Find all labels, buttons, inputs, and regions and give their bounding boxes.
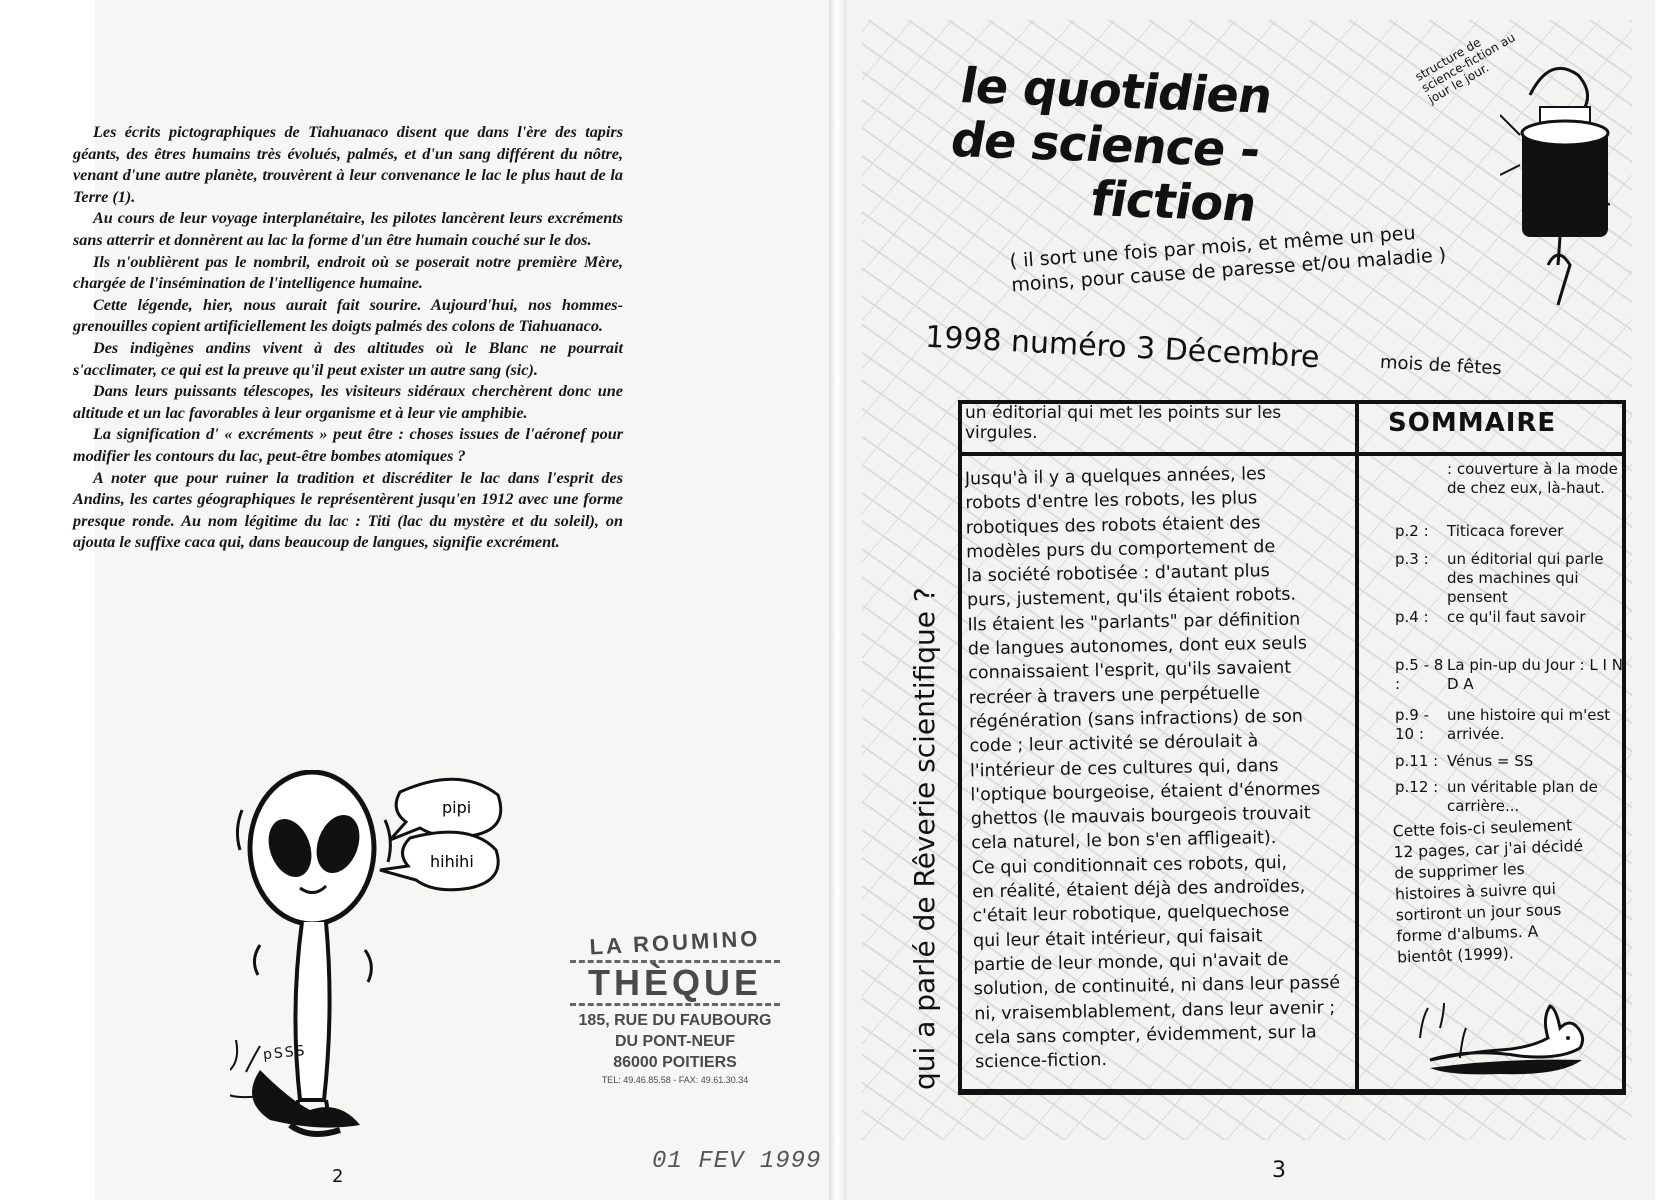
editorial-line: ghettos (le mauvais bourgeois trouvait xyxy=(970,803,1311,830)
page-number-left: 2 xyxy=(332,1166,344,1187)
editorial-line: partie de leur monde, qui n'avait de xyxy=(973,949,1289,976)
title-line: de science - xyxy=(946,111,1265,179)
sommaire-page: p.3 : xyxy=(1395,550,1429,568)
sommaire-item xyxy=(1395,706,1635,744)
issue-subtitle: mois de fêtes xyxy=(1379,351,1503,380)
sommaire-text: Titicaca forever xyxy=(1447,522,1564,540)
sommaire-text: ce qu'il faut savoir xyxy=(1447,608,1586,626)
sommaire-text: Vénus = SS xyxy=(1447,752,1534,770)
page-number-right: 3 xyxy=(1272,1158,1286,1183)
editorial-line: de langues autonomes, dont eux seuls xyxy=(967,633,1308,660)
sommaire-item xyxy=(1395,550,1635,607)
sommaire-item xyxy=(1395,752,1635,771)
editorial-line: purs, justement, qu'ils étaient robots. xyxy=(966,585,1297,611)
editorial-line: régénération (sans infractions) de son xyxy=(969,706,1304,733)
sommaire-text: : couverture à la mode de chez eux, là-haut. xyxy=(1447,460,1618,497)
editorial-line: l'optique bourgeoise, étaient d'énormes xyxy=(970,779,1321,806)
sommaire-page: p.2 : xyxy=(1395,522,1429,540)
subtitle: ( il sort une fois par mois, et même un peu moins, pour cause de paresse et/ou maladie ) xyxy=(1008,222,1447,297)
sommaire-note: Cette fois-ci seulement 12 pages, car j'ai décidé de supprimer les histoires à suivre qui sortiront un jour sous forme d'albums. A bientôt (1999). xyxy=(1392,816,1584,967)
editorial-line: cela naturel, le bon s'en affligeait). xyxy=(971,828,1277,854)
stamp-address-1: 185, RUE DU FAUBOURG xyxy=(578,1012,772,1029)
editorial-text xyxy=(965,461,1361,1075)
bubble-hihihi: hihihi xyxy=(430,852,474,871)
library-stamp xyxy=(560,925,790,1110)
stamp-address-2: DU PONT-NEUF xyxy=(615,1033,735,1050)
editorial-line: ni, vraisemblablement, dans leur avenir ; xyxy=(974,997,1336,1024)
editorial-line: robotiques des robots étaient des xyxy=(965,512,1261,538)
editorial-line: science-fiction. xyxy=(974,1050,1108,1073)
paragraph: Ils n'oublièrent pas le nombril, endroit où se poserait notre première Mère, chargée de l'insémination de l'intelligence humaine. xyxy=(73,252,623,293)
editorial-title: un éditorial qui met les points sur les virgules. xyxy=(965,403,1282,443)
bubble-pipi: pipi xyxy=(442,798,472,817)
paragraph: Les écrits pictographiques de Tiahuanaco disent que dans l'ère des tapirs géants, des êtres humains très évolués, palmés, et d'un sang différent du nôtre, venant d'une autre planète, trouvèrent à leur convenance le lac le plus haut de la Terre (1). xyxy=(73,123,623,206)
editorial-line: modèles purs du comportement de xyxy=(966,536,1276,563)
sommaire-text: La pin-up du Jour : L I N D A xyxy=(1447,656,1623,693)
editorial-line: la société robotisée : d'autant plus xyxy=(966,561,1270,587)
issue-line: 1998 numéro 3 Décembre xyxy=(924,319,1321,376)
sound-effect: pSSS xyxy=(262,1042,308,1064)
book-gutter xyxy=(829,0,847,1200)
sommaire-page: p.9 - 10 : xyxy=(1395,706,1430,743)
sommaire-item xyxy=(1395,778,1635,816)
sommaire-item xyxy=(1395,656,1635,694)
structure-label: structure de science-fiction au jour le jour. xyxy=(1412,30,1518,107)
editorial-line: solution, de continuité, ni dans leur passé xyxy=(973,973,1341,1000)
sommaire-item xyxy=(1395,460,1635,498)
sommaire-page: p.11 : xyxy=(1395,752,1439,770)
editorial-line: connaissaient l'esprit, qu'ils savaient xyxy=(968,658,1292,684)
stamp-line-2: THÈQUE xyxy=(570,960,780,1006)
stamp-line-1: LA ROUMINO xyxy=(588,925,761,960)
sommaire-text: un véritable plan de carrière... xyxy=(1447,778,1598,815)
editorial-line: c'était leur robotique, quelquechose xyxy=(972,901,1290,927)
alien-illustration xyxy=(230,770,550,1150)
sommaire-item xyxy=(1395,608,1635,627)
editorial-line: code ; leur activité se déroulait à xyxy=(969,731,1259,757)
editorial-line: cela sans compter, évidemment, sur la xyxy=(974,1022,1317,1049)
paragraph: Dans leurs puissants télescopes, les visiteurs sidéraux cherchèrent donc une altitude et un lac favorables à leur organisme et à leur vie amphibie. xyxy=(73,382,623,422)
editorial-line: recréer à travers une perpétuelle xyxy=(968,682,1260,709)
title-line: fiction xyxy=(1086,171,1261,233)
stamp-address-3: 86000 POITIERS xyxy=(613,1054,737,1071)
sommaire-page: p.4 : xyxy=(1395,608,1429,626)
sommaire-title: SOMMAIRE xyxy=(1388,408,1557,438)
paragraph: A noter que pour ruiner la tradition et discréditer le lac dans l'esprit des Andins, les cartes géographiques le représentèrent jusqu'en 1912 avec une forme presque ronde. Au nom légitime du lac : Titi (lac du mystère et du soleil), on ajouta le suffixe caca qui, dans beaucoup de langues, signifie excrément. xyxy=(73,468,623,552)
rabbit-doodle xyxy=(1410,998,1600,1078)
vertical-question: qui a parlé de Rêverie scientifique ? xyxy=(908,587,941,1090)
title-line: le quotidien xyxy=(955,57,1277,125)
spool-illustration xyxy=(1500,55,1610,315)
stamp-phone: TEL: 49.46.85.58 - FAX: 49.61.30.34 xyxy=(601,1075,749,1085)
editorial-line: Ce qui conditionnait ces robots, qui, xyxy=(971,852,1288,879)
editorial-line: robots d'entre les robots, les plus xyxy=(965,488,1258,514)
sommaire-text: un éditorial qui parle des machines qui pensent xyxy=(1447,550,1604,606)
sommaire-page: p.5 - 8 : xyxy=(1395,656,1444,693)
paragraph: Des indigènes andins vivent à des altitudes où le Blanc ne pourrait s'acclimater, ce qui est la preuve qu'il peut exister un autre sang (sic). xyxy=(73,338,623,379)
paragraph: Au cours de leur voyage interplanétaire, les pilotes lancèrent leurs excréments sans atterrir et donnèrent au lac la forme d'un être humain couché sur le dos. xyxy=(73,209,623,249)
editorial-line: qui leur était intérieur, qui faisait xyxy=(972,925,1263,951)
sommaire-item xyxy=(1395,522,1635,541)
sommaire-text: une histoire qui m'est arrivée. xyxy=(1447,706,1611,743)
paragraph: Cette légende, hier, nous aurait fait sourire. Aujourd'hui, nos hommes-grenouilles copient artificiellement les doigts palmés des colons de Tiahuanaco. xyxy=(73,295,623,336)
editorial-line: Ils étaient les "parlants" par définition xyxy=(967,609,1301,636)
paragraph: La signification d' « excréments » peut être : choses issues de l'aéronef pour modifier les contours du lac, peut-être bombes atomiques ? xyxy=(73,425,623,465)
right-page-margin xyxy=(1655,0,1676,1200)
editorial-line: l'intérieur de ces cultures qui, dans xyxy=(969,755,1279,781)
editorial-line: en réalité, étaient déjà des androïdes, xyxy=(971,876,1306,903)
magazine-title xyxy=(937,59,1483,239)
date-stamp: 01 FEV 1999 xyxy=(652,1148,822,1175)
header-divider xyxy=(958,452,1622,456)
article-text xyxy=(73,122,623,554)
sommaire-page: p.12 : xyxy=(1395,778,1439,796)
editorial-line: Jusqu'à il y a quelques années, les xyxy=(964,464,1267,490)
